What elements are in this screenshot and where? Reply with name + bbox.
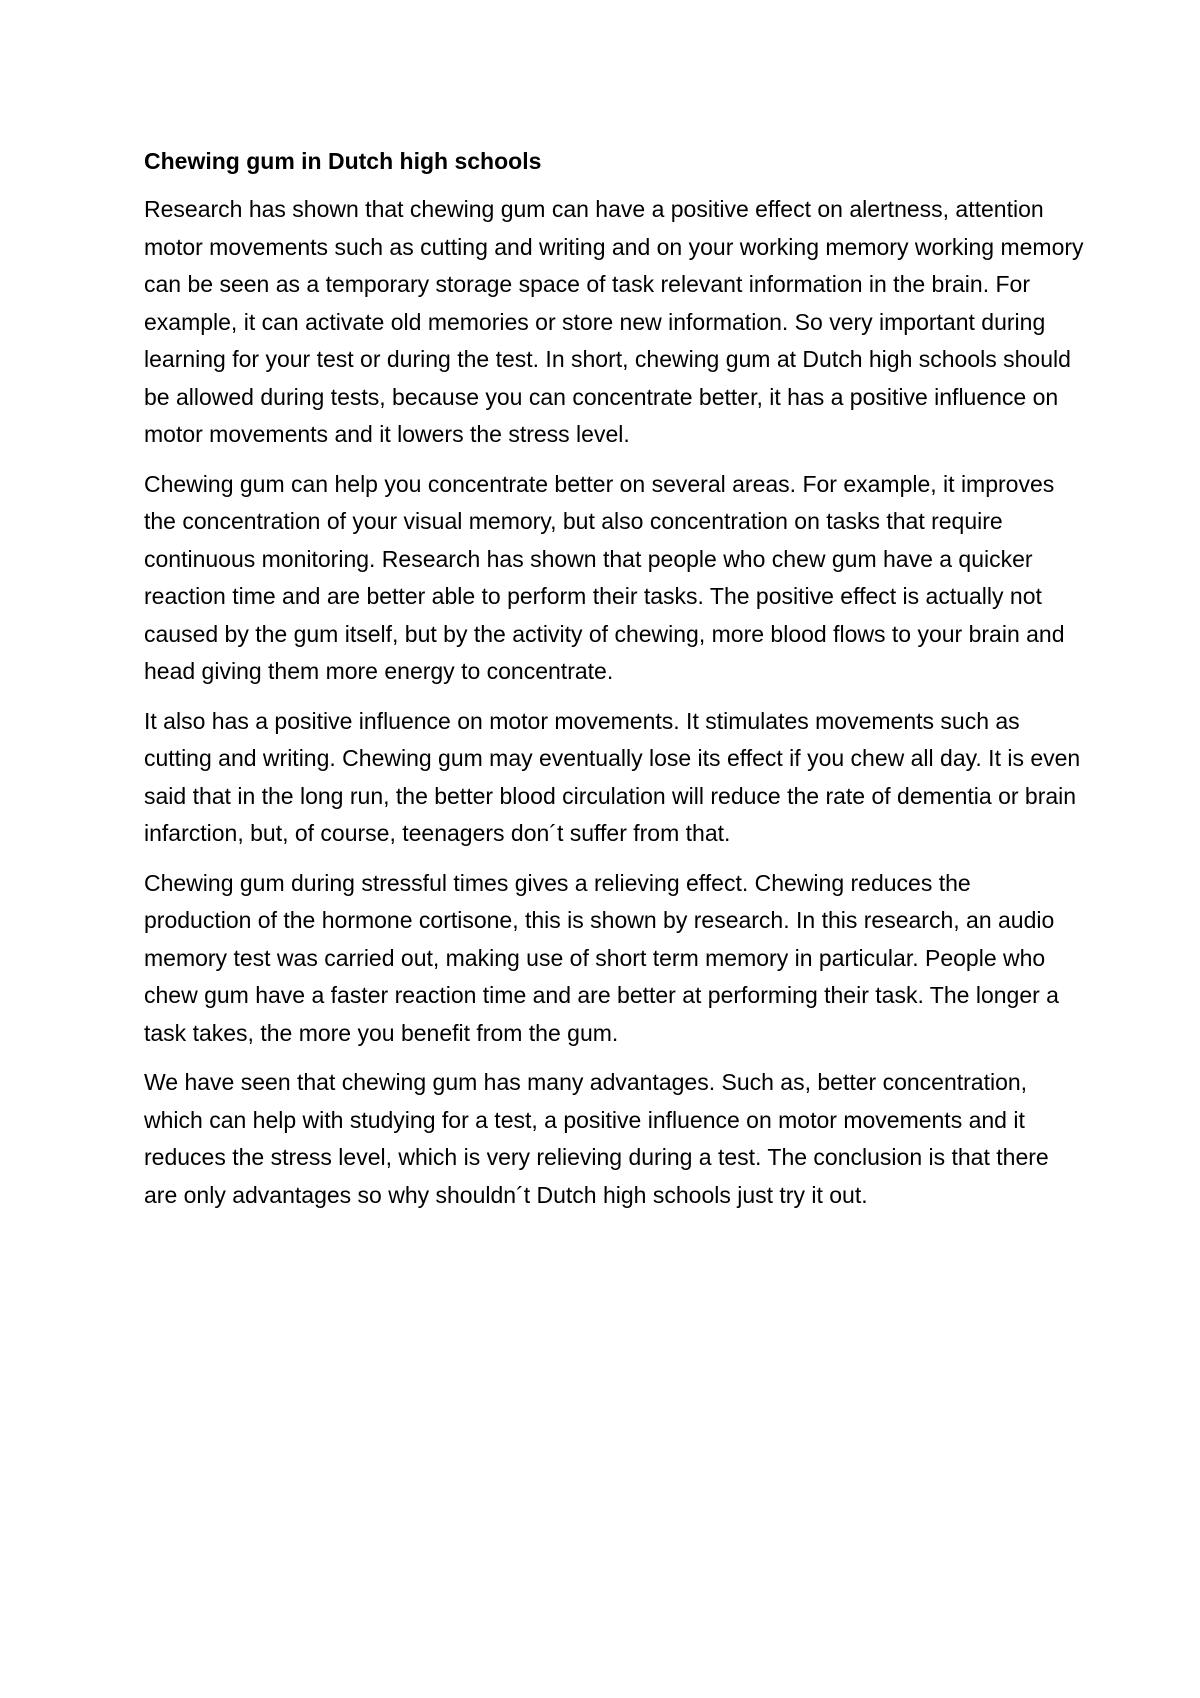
document-title: Chewing gum in Dutch high schools [144, 148, 542, 174]
document-body [144, 143, 1084, 1226]
paragraph-conclusion: We have seen that chewing gum has many advantages. Such as, better concentration, which can help with studying for a test, a positive influence on motor movements and it reduces the stress level, which is very relieving during a test. The conclusion is that there are only advantages so why shouldn´t Dutch high schools just try it out. [144, 1069, 1049, 1208]
paragraph-concentration: Chewing gum can help you concentrate better on several areas. For example, it improves the concentration of your visual memory, but also concentration on tasks that require continuous monitoring. Research has shown that people who chew gum have a quicker reaction time and are better able to perform their tasks. The positive effect is actually not caused by the gum itself, but by the activity of chewing, more blood flows to your brain and head giving them more energy to concentrate. [144, 470, 1065, 684]
paragraph-intro: Research has shown that chewing gum can have a positive effect on alertness, attention motor movements such as cutting and writing and on your working memory working memory can be seen as a temporary storage space of task relevant information in the brain. For example, it can activate old memories or store new information. So very important during learning for your test or during the test. In short, chewing gum at Dutch high schools should be allowed during tests, because you can concentrate better, it has a positive influence on motor movements and it lowers the stress level. [144, 196, 1084, 447]
paragraph-motor-movements: It also has a positive influence on motor movements. It stimulates movements such as cutting and writing. Chewing gum may eventually lose its effect if you chew all day. It is even said that in the long run, the better blood circulation will reduce the rate of dementia or brain infarction, but, of course, teenagers don´t suffer from that. [144, 707, 1081, 846]
paragraph-stress: Chewing gum during stressful times gives a relieving effect. Chewing reduces the production of the hormone cortisone, this is shown by research. In this research, an audio memory test was carried out, making use of short term memory in particular. People who chew gum have a faster reaction time and are better at performing their task. The longer a task takes, the more you benefit from the gum. [144, 869, 1059, 1046]
